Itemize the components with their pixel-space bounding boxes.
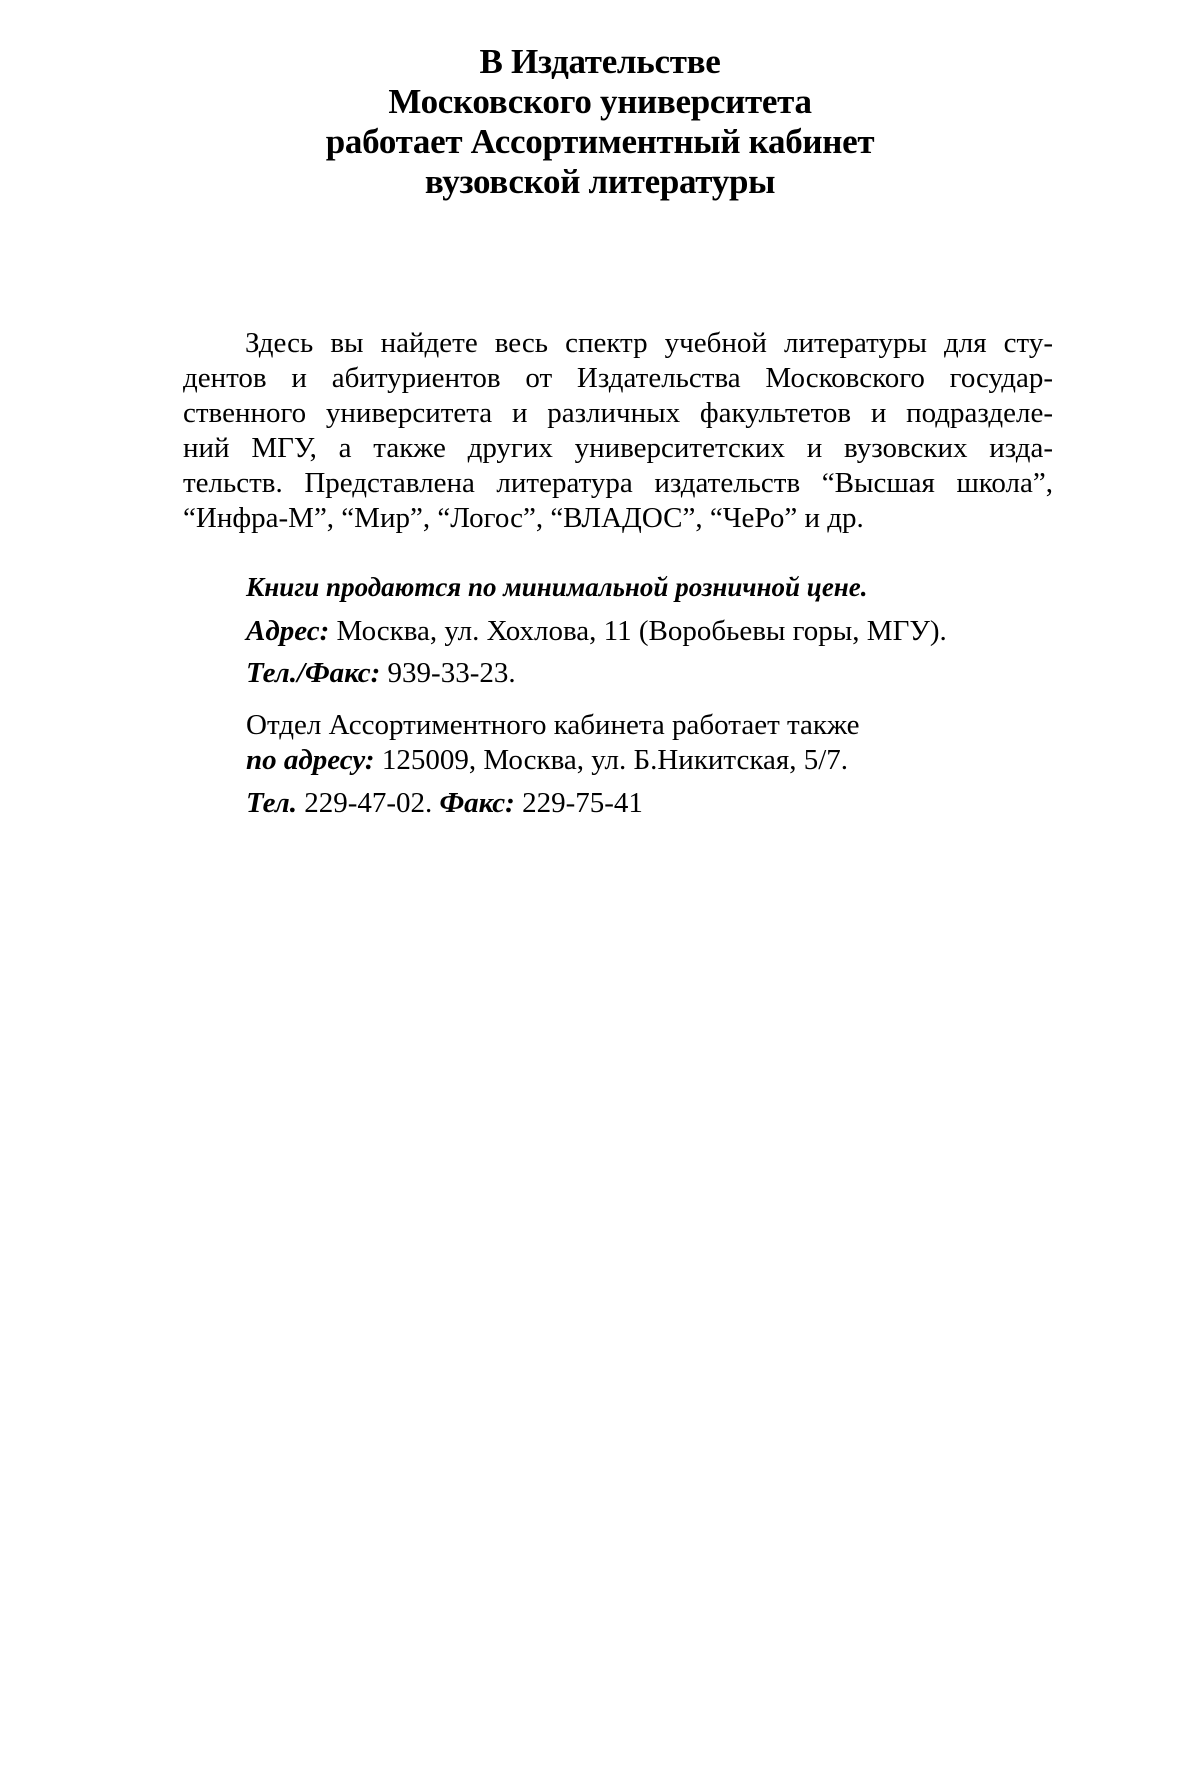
address-line xyxy=(246,614,1066,649)
intro-line: тельств. Представлена литература издательств “Высшая школа”, xyxy=(183,467,1053,499)
branch-tel-label: Тел. xyxy=(246,787,297,819)
branch-phone-block xyxy=(246,786,1066,821)
heading-line: вузовской литературы xyxy=(424,162,776,201)
intro-line: Здесь вы найдете весь спектр учебной литературы для сту- xyxy=(245,327,1053,359)
intro-line: ственного университета и различных факультетов и подразделе- xyxy=(183,397,1053,429)
phone-line xyxy=(246,656,1066,691)
page-heading xyxy=(0,42,1200,202)
heading-line: работает Ассортиментный кабинет xyxy=(325,122,875,161)
phone-value: 939-33-23. xyxy=(380,657,516,689)
branch-address-line xyxy=(246,743,1066,778)
branch-fax-label: Факс: xyxy=(439,787,515,819)
branch-intro: Отдел Ассортиментного кабинета работает также xyxy=(246,709,860,741)
intro-paragraph xyxy=(183,326,1053,536)
branch-fax-value: 229-75-41 xyxy=(514,787,643,819)
address-value: Москва, ул. Хохлова, 11 (Воробьевы горы, МГУ). xyxy=(329,615,947,647)
branch-address-label: по адресу: xyxy=(246,744,375,776)
address-label: Адрес: xyxy=(246,615,330,647)
branch-phone-line xyxy=(246,786,1066,821)
heading-line: Московского университета xyxy=(388,82,812,121)
branch-block xyxy=(246,708,1066,778)
branch-tel-value: 229-47-02. xyxy=(296,787,440,819)
intro-line: ний МГУ, а также других университетских и вузовских изда- xyxy=(183,432,1053,464)
intro-line: “Инфра-М”, “Мир”, “Логос”, “ВЛАДОС”, “ЧеРо” и др. xyxy=(183,502,864,534)
branch-address-value: 125009, Москва, ул. Б.Никитская, 5/7. xyxy=(374,744,848,776)
intro-line: дентов и абитуриентов от Издательства Московского государ- xyxy=(183,362,1053,394)
phone-label: Тел./Факс: xyxy=(246,657,381,689)
heading-line: В Издательстве xyxy=(479,42,721,81)
address-block xyxy=(246,614,1066,649)
price-note-text: Книги продаются по минимальной розничной цене. xyxy=(246,572,868,602)
phone-block xyxy=(246,656,1066,691)
price-note xyxy=(246,570,1066,605)
